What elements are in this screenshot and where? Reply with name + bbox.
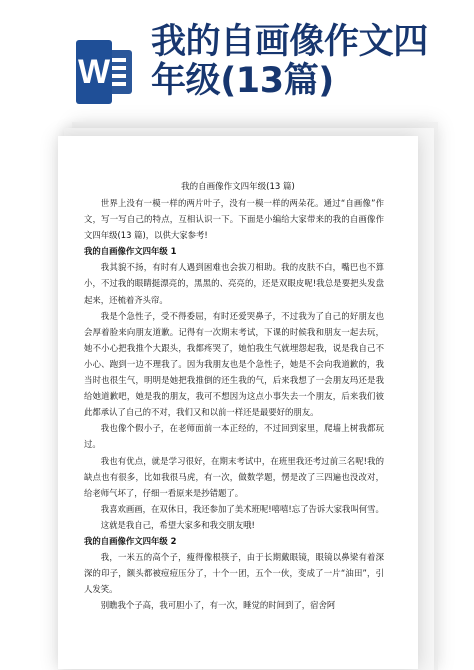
document-title: 我的自画像作文四年级(13 篇) — [181, 182, 295, 192]
paragraph-7: 我，一米五的高个子，瘦得像根筷子，由于长期戴眼镜，眼镜以鼻梁有着深深的印子，额头都被痘痘压分了，十个一团，五个一伙，变成了一片“油田”，引人发笑。 — [84, 552, 384, 595]
page-title-line-2: 年级(13篇) — [151, 60, 334, 101]
page-title-line-1: 我的自画像作文四 — [151, 22, 428, 62]
word-icon — [72, 40, 140, 104]
paragraph-6: 这就是我自己，希望大家多和我交朋友哦! — [100, 519, 255, 530]
word-logo-letter: W — [77, 53, 111, 91]
paragraph-3: 我也像个假小子，在老师面前一本正经的，不过回到家里，爬墙上树我都玩过。 — [84, 423, 384, 450]
page-title — [151, 24, 441, 100]
paragraph-8: 别瞧我个子高，我可胆小了，有一次，睡觉的时间到了，宿舍阿 — [100, 600, 336, 611]
section-heading-1: 我的自画像作文四年级 1 — [84, 246, 177, 257]
intro-paragraph: 世界上没有一模一样的两片叶子，没有一模一样的两朵花。通过“自画像”作文，写一写自己的特点，互相认识一下。下面是小编给大家带来的我的自画像作文四年级(13 篇)，以供大家参考! — [84, 198, 384, 241]
section-heading-2: 我的自画像作文四年级 2 — [84, 535, 177, 546]
paragraph-5: 我喜欢画画，在双休日，我还参加了美术班呢!嘻嘻!忘了告诉大家我叫何雪。 — [100, 503, 384, 514]
paragraph-4: 我也有优点，就是学习很好，在期末考试中，在班里我还考过前三名呢!我的缺点也有很多，比如我很马虎，有一次，做数学题，愣是改了三四遍也没改对，给老师气坏了，仔细一看原来是抄错题了。 — [84, 455, 384, 498]
paragraph-1: 我其貌不扬，有时有人遇到困难也会拔刀相助。我的皮肤不白，嘴巴也不算小，不过我的眼睛挺漂亮的，黑黑的、亮亮的，还是双眼皮呢!我总是要把头发盘起来，还梳着齐头帘。 — [84, 262, 384, 305]
document-content — [84, 195, 384, 613]
paragraph-2: 我是个急性子，受不得委屈，有时还爱哭鼻子，不过我为了自己的好朋友也会厚着脸来向朋友道歉。记得有一次期末考试，下课的时候我和朋友一起去玩，她不小心把我推个大跟头，我都疼哭了，她怕我生气就埋怨起我，说是我自己不小心、跑到一边不理我了。因为我朋友也是个急性子，她是不会向我道歉的，我当时也很生气，明明是她把我推倒的还生我的气，后来我想了一会朋友玛还是我给她道歉吧，她是我的朋友，我可不想因为这点小事失去一个朋友，后来我们彼此都承认了自己的不对，我们又和以前一样还是最要好的朋友。 — [84, 310, 384, 418]
